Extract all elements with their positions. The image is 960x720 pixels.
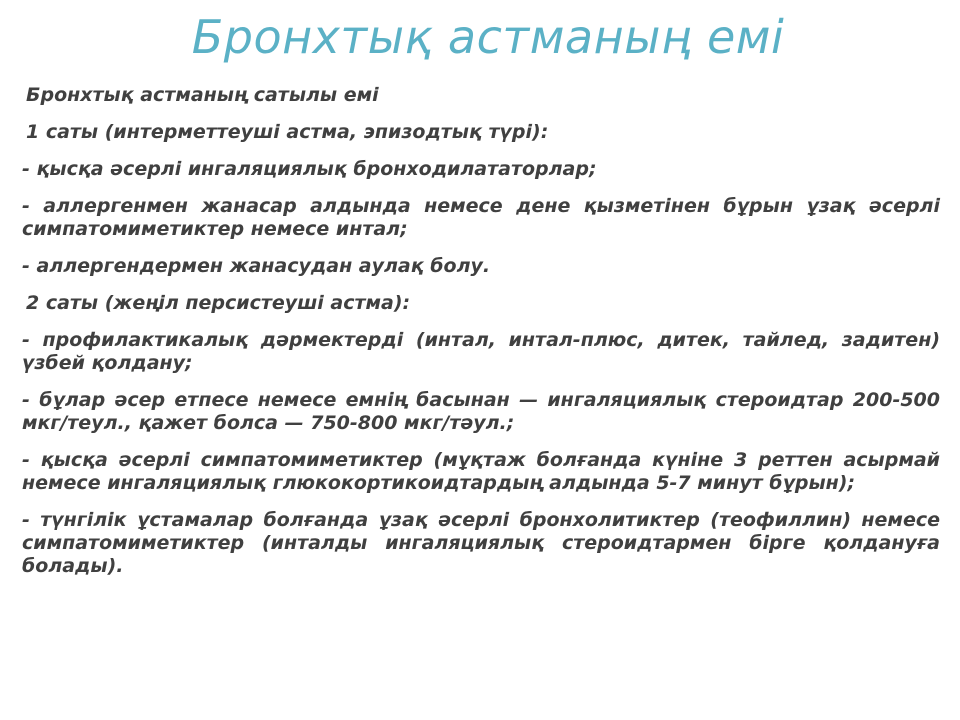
list-item: - профилактикалық дәрмектерді (интал, интал-плюс, дитек, тайлед, задитен) үзбей қолдану; [22, 329, 940, 374]
slide-title: Бронхтық астманың емі [191, 10, 785, 64]
subtitle-stepwise-treatment: Бронхтық астманың сатылы емі [26, 84, 379, 106]
list-item: - аллергендермен жанасудан аулақ болу. [22, 255, 491, 277]
step-2-heading: 2 саты (жеңіл персистеуші астма): [26, 292, 411, 314]
list-item: - қысқа әсерлі симпатомиметиктер (мұқтаж болғанда күніне 3 реттен асырмай немесе ингаляциялық глюкокортикоидтардың алдында 5-7 минут бұрын); [22, 449, 940, 494]
list-item: - бұлар әсер етпесе немесе емнің басынан — ингаляциялық стероидтар 200-500 мкг/теул., қажет болса — 750-800 мкг/тәул.; [22, 389, 940, 434]
list-item: - аллергенмен жанасар алдында немесе дене қызметінен бұрын ұзақ әсерлі симпатомиметиктер немесе интал; [22, 195, 940, 240]
list-item: - түнгілік ұстамалар болғанда ұзақ әсерлі бронхолитиктер (теофиллин) немесе симпатомиметиктер (инталды ингаляциялық стероидтармен бірге қолдануға болады). [22, 509, 940, 577]
slide-body [22, 84, 940, 578]
list-item: - қысқа әсерлі ингаляциялық бронходилататорлар; [22, 158, 597, 180]
step-1-heading: 1 саты (интерметтеуші астма, эпизодтық түрі): [26, 121, 549, 143]
